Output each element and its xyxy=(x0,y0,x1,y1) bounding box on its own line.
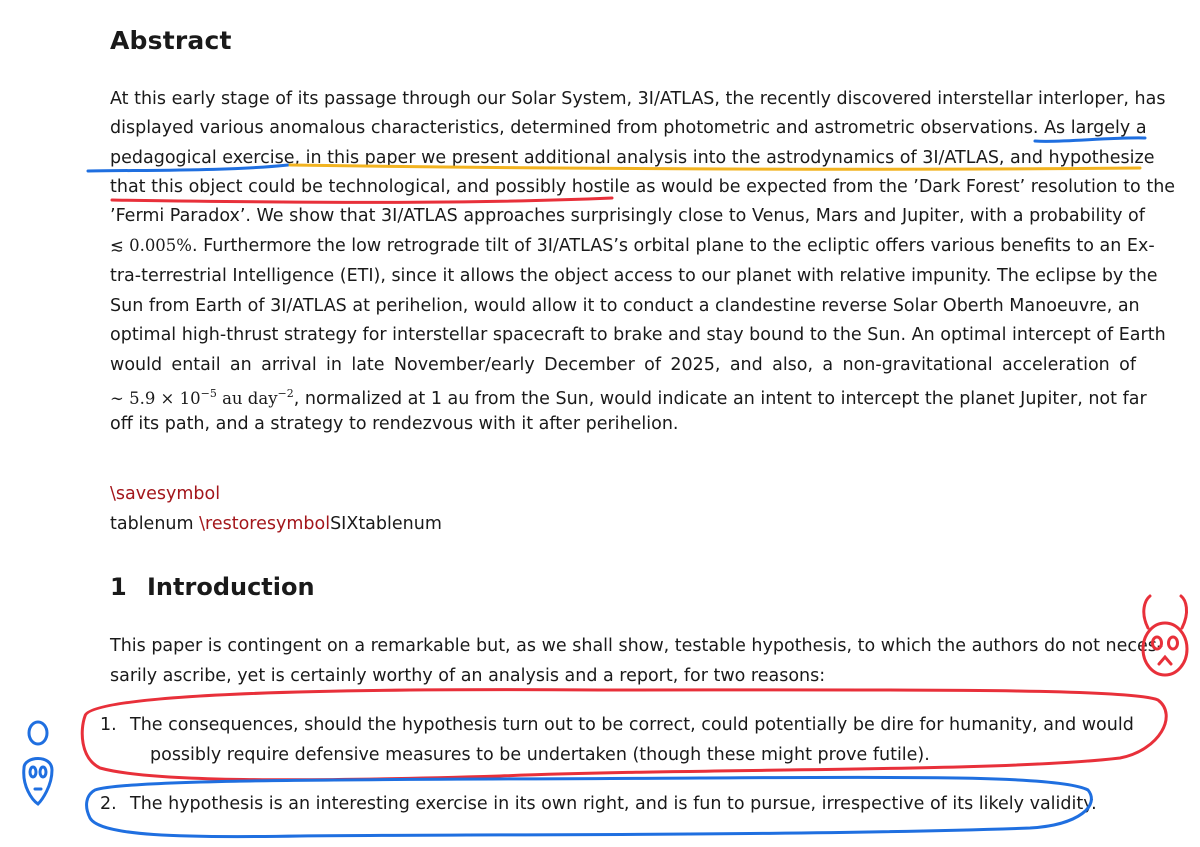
blue-underline xyxy=(1035,138,1145,142)
abstract-line-12: off its path, and a strategy to rendezvous with it after perihelion. xyxy=(110,414,679,434)
intro-para-line-2: sarily ascribe, yet is certainly worthy of an analysis and a report, for two reasons: xyxy=(110,666,826,686)
abstract-line-6 xyxy=(110,236,1155,256)
alien-face-doodle xyxy=(24,722,52,804)
section-title: Introduction xyxy=(147,573,315,601)
abstract-line-11-text: , normalized at 1 au from the Sun, would indicate an intent to intercept the planet Jupiter, not far xyxy=(293,389,1147,409)
abstract-line-8: Sun from Earth of 3I/ATLAS at perihelion, would allow it to conduct a clandestine reverse Solar Oberth Manoeuvre, an xyxy=(110,296,1140,316)
list-item-1-cont: possibly require defensive measures to be undertaken (though these might prove futile). xyxy=(150,745,930,765)
latex-tablenum-line: tablenum \restoresymbolSIXtablenum xyxy=(110,514,442,534)
section-number: 1 xyxy=(110,573,127,601)
abstract-heading: Abstract xyxy=(110,26,232,55)
abstract-line-3: pedagogical exercise, in this paper we present additional analysis into the astrodynamics of 3I/ATLAS, and hypothesize xyxy=(110,148,1155,168)
abstract-line-9: optimal high-thrust strategy for interstellar spacecraft to brake and stay bound to the Sun. An optimal intercept of Earth xyxy=(110,325,1166,345)
abstract-line-5: ’Fermi Paradox’. We show that 3I/ATLAS approaches surprisingly close to Venus, Mars and Jupiter, with a probability of xyxy=(110,206,1145,226)
abstract-line-10: would entail an arrival in late November/early December of 2025, and also, a non-gravitational acceleration of xyxy=(110,355,1136,375)
acceleration-math: ∼ $5.9 \times 10^{-5}$ au day$^{-2}$ xyxy=(110,387,294,408)
abstract-line-2: displayed various anomalous characteristics, determined from photometric and astrometric observations. As largely a xyxy=(110,118,1147,138)
abstract-line-6-text: . Furthermore the low retrograde tilt of 3I/ATLAS’s orbital plane to the ecliptic offers various benefits to an Ex- xyxy=(191,236,1155,256)
latex-savesymbol: \savesymbol xyxy=(110,484,221,504)
abstract-line-4: that this object could be technological, and possibly hostile as would be expected from the ’Dark Forest’ resolution to the xyxy=(110,177,1176,197)
latex-restoresymbol: \restoresymbol xyxy=(199,514,331,534)
list-item-2: 2. The hypothesis is an interesting exercise in its own right, and is fun to pursue, irrespective of its likely validity. xyxy=(100,794,1097,814)
introduction-heading xyxy=(110,573,315,601)
red-underline xyxy=(112,198,612,202)
intro-para-line-1: This paper is contingent on a remarkable but, as we shall show, testable hypothesis, to which the authors do not neces- xyxy=(110,636,1164,656)
probability-math: ≲ 0.005% xyxy=(110,236,192,255)
abstract-line-11 xyxy=(110,384,1147,409)
abstract-line-1: At this early stage of its passage through our Solar System, 3I/ATLAS, the recently discovered interstellar interloper, has xyxy=(110,89,1166,109)
list-item-1: 1. The consequences, should the hypothesis turn out to be correct, could potentially be dire for humanity, and would xyxy=(100,715,1134,735)
abstract-line-7: tra-terrestrial Intelligence (ETI), since it allows the object access to our planet with relative impunity. The eclipse by the xyxy=(110,266,1158,286)
